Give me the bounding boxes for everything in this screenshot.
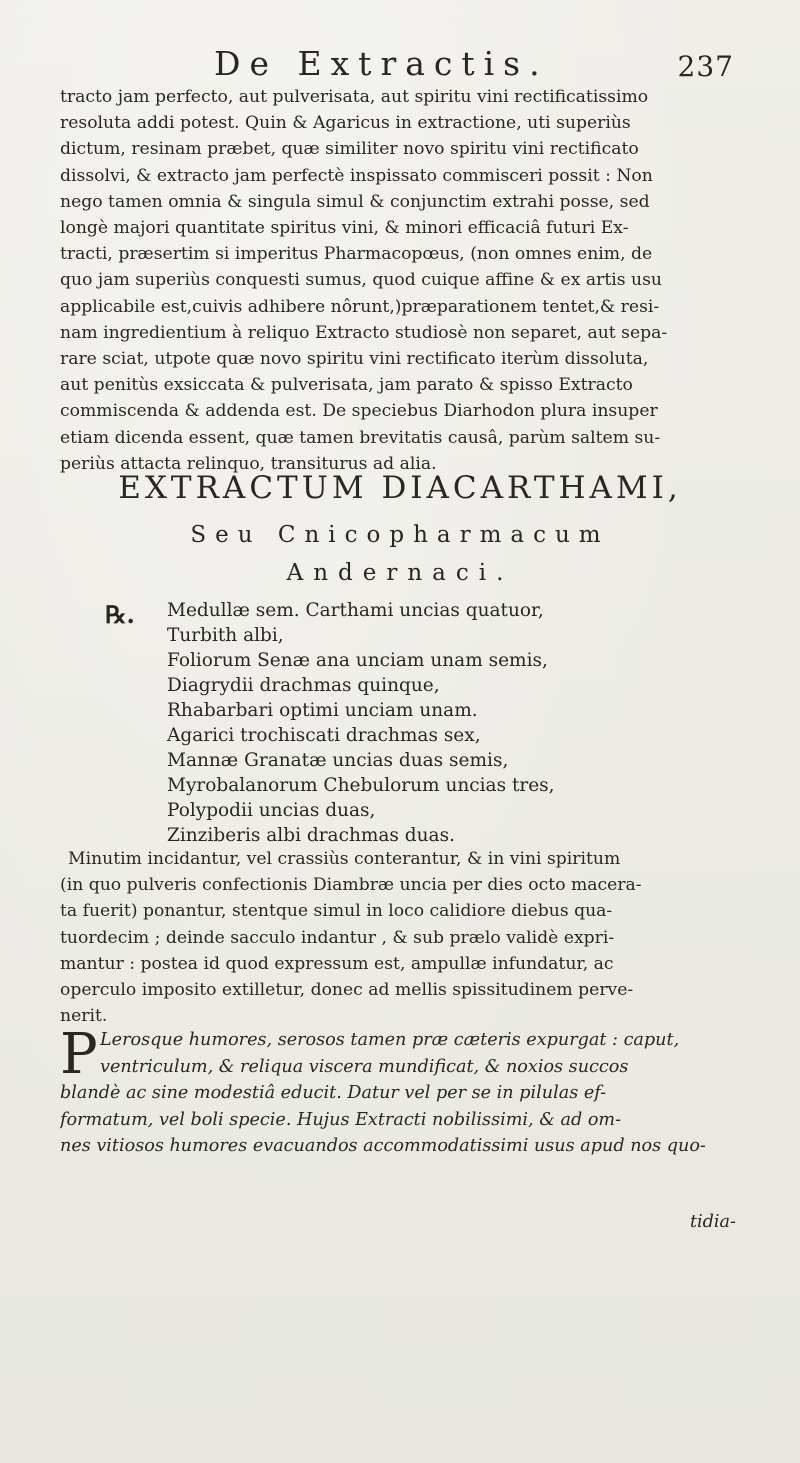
text-line: resoluta addi potest. Quin & Agaricus in extractione, uti superiùs — [60, 113, 631, 134]
text-line: formatum, vel boli specie. Hujus Extracti nobilissimi, & ad om- — [60, 1109, 622, 1130]
text-line: periùs attacta relinquo, transiturus ad alia. — [60, 453, 437, 474]
text-line: aut penitùs exsiccata & pulverisata, jam parato & spisso Extracto — [60, 375, 633, 396]
text-line: mantur : postea id quod expressum est, ampullæ infundatur, ac — [60, 953, 614, 974]
text-line: operculo imposito extilletur, donec ad mellis spissitudinem perve- — [60, 980, 634, 1001]
ingredient-line: Rhabarbari optimi unciam unam. — [167, 700, 478, 721]
paragraph-2 — [60, 846, 740, 1029]
text-line: rare sciat, utpote quæ novo spiritu vini rectificato iterùm dissoluta, — [60, 349, 649, 370]
text-line: blandè ac sine modestiâ educit. Datur vel per se in pilulas ef- — [60, 1083, 607, 1104]
text-line: tracti, præsertim si imperitus Pharmacopœus, (non omnes enim, de — [60, 244, 653, 265]
text-line: dictum, resinam præbet, quæ similiter novo spiritu vini rectificato — [60, 139, 639, 160]
catchword: tidia- — [689, 1212, 736, 1232]
running-title: De Extractis. — [214, 44, 549, 83]
extract-subtitle: Seu Cnicopharmacum — [190, 522, 610, 548]
recipe-symbol: ℞. — [105, 600, 135, 629]
text-line: ta fuerit) ponantur, stentque simul in loco calidiore diebus qua- — [60, 901, 613, 922]
ingredient-line: Myrobalanorum Chebulorum uncias tres, — [167, 775, 555, 796]
text-line: commiscenda & addenda est. De speciebus Diarhodon plura insuper — [60, 401, 658, 422]
ingredient-line: Foliorum Senæ ana unciam unam semis, — [167, 650, 548, 671]
text-line: dissolvi, & extracto jam perfectè inspissato commisceri possit : Non — [60, 165, 653, 186]
text-line: etiam dicenda essent, quæ tamen brevitatis causâ, parùm saltem su- — [60, 427, 661, 448]
text-line: nerit. — [60, 1006, 108, 1027]
extract-origin: Andernaci. — [286, 560, 514, 586]
text-line: Minutim incidantur, vel crassiùs conterantur, & in vini spiritum — [68, 849, 621, 869]
text-line: quo jam superiùs conquesti sumus, quod cuique affine & ex artis usu — [60, 270, 662, 291]
ingredient-line: Medullæ sem. Carthami uncias quatuor, — [167, 600, 544, 621]
text-line: Lerosque humores, serosos tamen præ cæteris expurgat : caput, — [100, 1030, 680, 1050]
text-line: nes vitiosos humores evacuandos accommodatissimi usus apud nos quo- — [60, 1136, 706, 1157]
text-line: tuordecim ; deinde sacculo indantur , & sub prælo validè expri- — [60, 927, 615, 948]
page-number: 237 — [677, 50, 734, 83]
text-line: longè majori quantitate spiritus vini, & minori efficaciâ futuri Ex- — [60, 218, 629, 239]
text-line: (in quo pulveris confectionis Diambræ uncia per dies octo macera- — [60, 875, 642, 896]
text-line: applicabile est,cuivis adhibere nôrunt,)præparationem tentet,& resi- — [60, 296, 660, 317]
ingredient-line: Diagrydii drachmas quinque, — [167, 675, 440, 696]
paragraph-1 — [60, 84, 740, 477]
drop-cap: P — [60, 1022, 98, 1087]
paragraph-3 — [60, 1022, 740, 1160]
ingredient-line: Agarici trochiscati drachmas sex, — [167, 725, 481, 746]
text-line: nam ingredientium à reliquo Extracto studiosè non separet, aut sepa- — [60, 322, 668, 343]
ingredient-line: Zinziberis albi drachmas duas. — [167, 825, 455, 846]
extract-title: EXTRACTUM DIACARTHAMI, — [118, 470, 682, 506]
ingredient-line: Turbith albi, — [167, 625, 284, 646]
text-line: tracto jam perfecto, aut pulverisata, aut spiritu vini rectificatissimo — [60, 87, 649, 107]
text-line: nego tamen omnia & singula simul & conjunctim extrahi posse, sed — [60, 191, 650, 212]
ingredient-line: Polypodii uncias duas, — [167, 800, 376, 821]
ingredient-line: Mannæ Granatæ uncias duas semis, — [167, 750, 509, 771]
page-header — [214, 44, 734, 84]
text-line: ventriculum, & reliqua viscera mundificat, & noxios succos — [100, 1056, 629, 1077]
